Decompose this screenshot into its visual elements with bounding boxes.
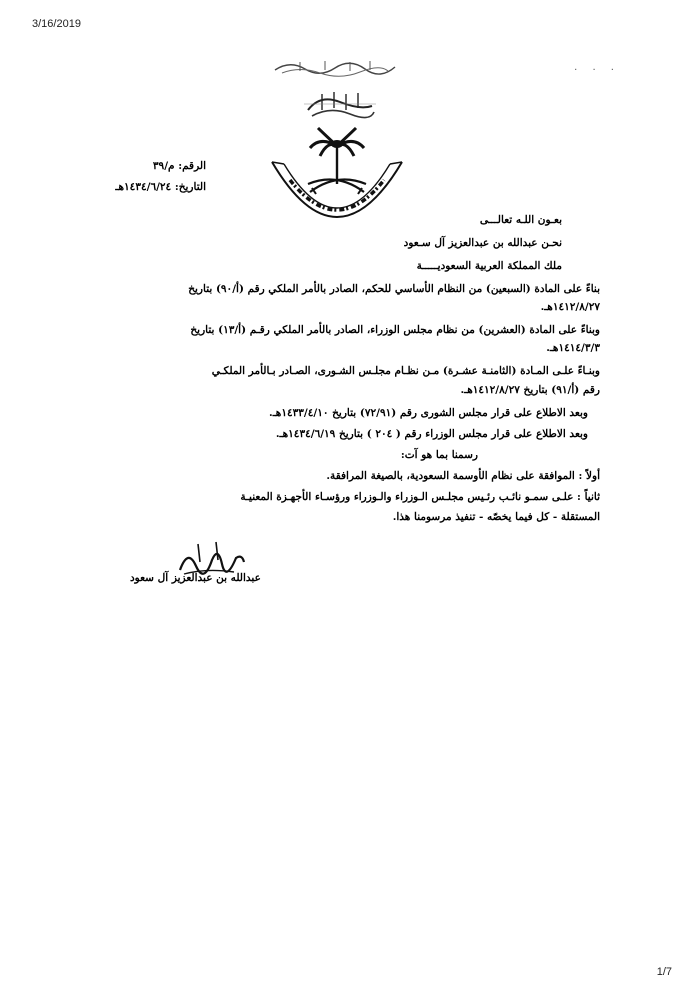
scan-specks: . . . — [574, 62, 620, 73]
decree-date: التاريخ: ١٤٣٤/٦/٢٤هـ — [115, 181, 206, 193]
decree-number: الرقم: م/٣٩ — [152, 160, 206, 172]
king-title-line: ملك المملكة العربية السعوديـــــة — [416, 260, 562, 272]
recital-3: وبنـاءً علـى المـادة (الثامنـة عشـرة) مـن نظـام مجلـس الشـورى، الصـادر بـالأمر الملكـي — [211, 365, 600, 377]
recital-2-date: ١٤١٤/٣/٣هـ. — [546, 342, 600, 354]
shahada-calligraphy — [300, 88, 380, 120]
signatory-name: عبدالله بن عبدالعزيز آل سعود — [130, 572, 261, 584]
basmala-calligraphy — [270, 56, 400, 78]
king-name-line: نحـن عبدالله بن عبدالعزيز آل سـعود — [403, 237, 562, 249]
article-second: ثانياً : علـى سمـو نائـب رئـيس مجلـس الـوزراء والـوزراء ورؤسـاء الأجهـزة المعنيـة — [240, 491, 600, 503]
recital-1: بناءً على المادة (السبعين) من النظام الأساسي للحكم، الصادر بالأمر الملكي رقم (أ/٩٠) بتاريخ — [188, 283, 600, 295]
kingdom-emblem-seal — [262, 122, 412, 232]
recital-2: وبناءً على المادة (العشرين) من نظام مجلس الوزراء، الصادر بالأمر الملكي رقـم (أ/١٣) بتاريخ — [190, 324, 600, 336]
council-of-ministers-resolution: وبعد الاطلاع على قرار مجلس الوزراء رقم ( ٢٠٤ ) بتاريخ ١٤٣٤/٦/١٩هـ. — [275, 428, 588, 440]
article-first: أولاً : الموافقة على نظام الأوسمة السعودية، بالصيغة المرافقة. — [326, 470, 600, 482]
shura-council-resolution: وبعد الاطلاع على قرار مجلس الشورى رقم (٧٢/٩١) بتاريخ ١٤٣٣/٤/١٠هـ. — [269, 407, 588, 419]
page-number: 1/7 — [656, 966, 672, 978]
decree-statement: رسمنا بما هو آت: — [400, 449, 478, 461]
recital-1-date: ١٤١٢/٨/٢٧هـ. — [540, 301, 600, 313]
article-second-continued: المستقلة - كل فيما يخصّه - تنفيذ مرسومنا هذا. — [392, 511, 600, 523]
print-date: 3/16/2019 — [32, 18, 81, 30]
opening-invocation: بعـون اللـه تعالـــى — [479, 214, 562, 226]
recital-3-date: رقم (أ/٩١) بتاريخ ١٤١٢/٨/٢٧هـ. — [460, 384, 600, 396]
